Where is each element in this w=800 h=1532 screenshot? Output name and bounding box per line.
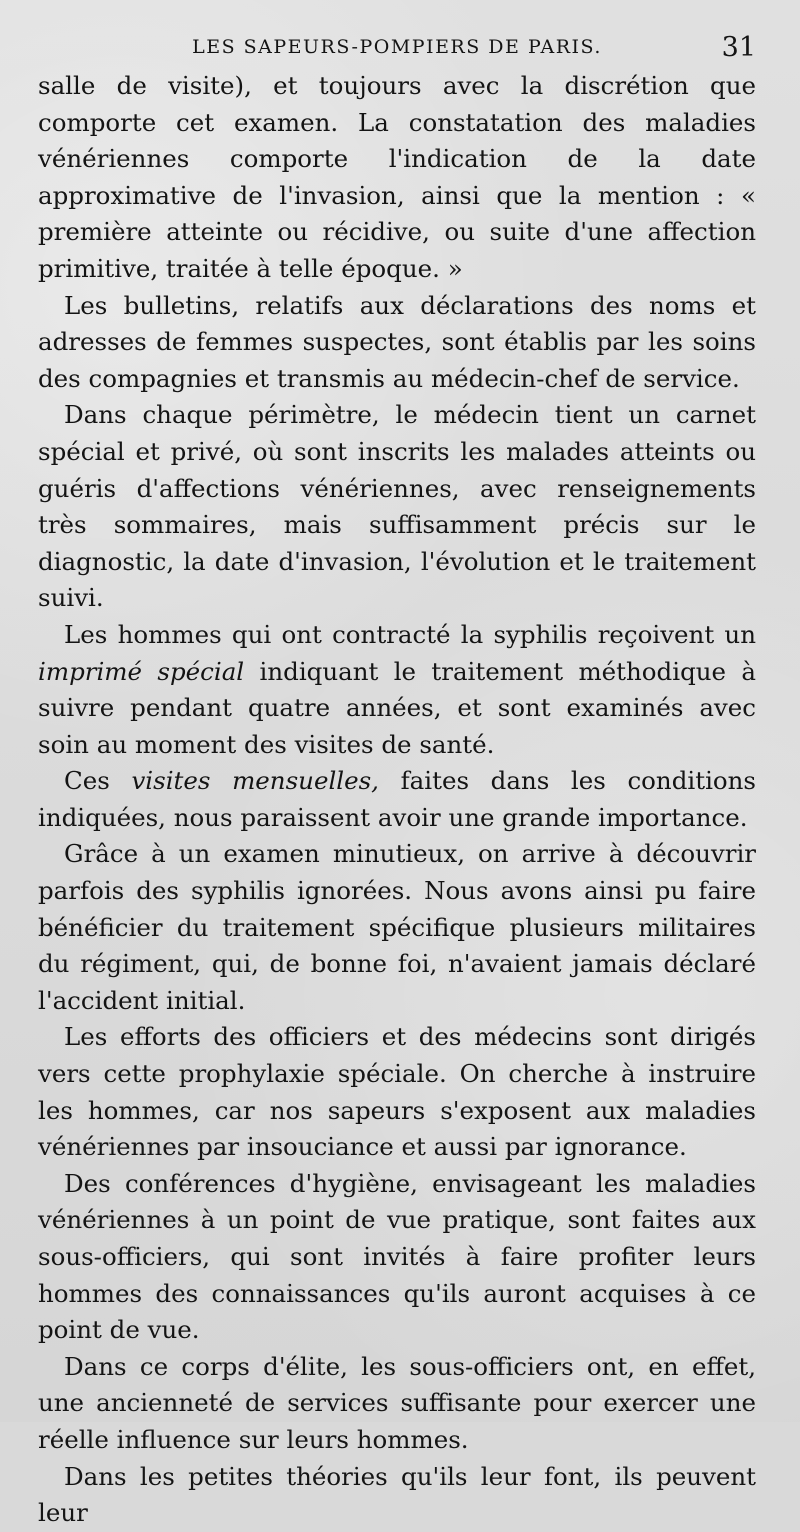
paragraph-text: faites dans les conditions indiquées, nous paraissent avoir une grande importance. — [38, 766, 757, 832]
running-header — [38, 26, 756, 68]
paragraph-syphilis-imprime — [38, 617, 756, 763]
paragraph-conferences: Des conférences d'hygiène, envisageant les maladies vénériennes à un point de vue pratique, sont faites aux sous-officiers, qui sont invités à faire profiter leurs hommes des connaissances qu'ils auront acquises à ce point de vue. — [38, 1168, 756, 1345]
paragraph-corps-elite: Dans ce corps d'élite, les sous-officiers ont, en effet, une ancienneté de services suffisante pour exercer une réelle influence sur leurs hommes. — [38, 1351, 756, 1454]
italic-phrase: imprimé spécial — [38, 656, 245, 686]
paragraph-efforts: Les efforts des officiers et des médecins sont dirigés vers cette prophylaxie spéciale. On cherche à instruire les hommes, car nos sapeurs s'exposent aux maladies vénériennes par insouciance et aussi par ignorance. — [38, 1022, 756, 1162]
paragraph-examen-minutieux: Grâce à un examen minutieux, on arrive à découvrir parfois des syphilis ignorées. Nous avons ainsi pu faire bénéficier du traitement spécifique plusieurs militaires du régiment, qui, de bonne foi, n'avaient jamais déclaré l'accident initial. — [38, 839, 756, 1015]
paragraph-visites-mensuelles — [38, 763, 756, 836]
paragraph-continuation: salle de visite), et toujours avec la discrétion que comporte cet examen. La constatation des maladies vénériennes comporte l'indication de la date approximative de l'invasion, ainsi que la mention : « première atteinte ou récidive, ou suite d'une affection primitive, traitée à telle époque. » — [38, 71, 756, 283]
running-title: LES SAPEURS-POMPIERS DE PARIS. — [192, 36, 602, 58]
italic-phrase: visites mensuelles, — [131, 766, 379, 796]
paragraph-text: Les hommes qui ont contracté la syphilis reçoivent un — [64, 619, 756, 649]
paragraph-carnet: Dans chaque périmètre, le médecin tient un carnet spécial et privé, où sont inscrits les malades atteints ou guéris d'affections vénériennes, avec renseignements très sommaires, mais suffisamment précis sur le diagnostic, la date d'invasion, l'évolution et le traitement suivi. — [38, 400, 756, 613]
body-text — [38, 68, 756, 1532]
paragraph-text: Ces — [64, 766, 132, 796]
page-number: 31 — [721, 32, 756, 63]
paragraph-text: indiquant le traitement méthodique à suivre pendant quatre années, et sont examinés avec soin au moment des visites de santé. — [38, 656, 757, 759]
paragraph-bulletins: Les bulletins, relatifs aux déclarations des noms et adresses de femmes suspectes, sont établis par les soins des compagnies et transmis au médecin-chef de service. — [38, 290, 756, 393]
paragraph-theories: Dans les petites théories qu'ils leur font, ils peuvent leur — [38, 1461, 756, 1528]
